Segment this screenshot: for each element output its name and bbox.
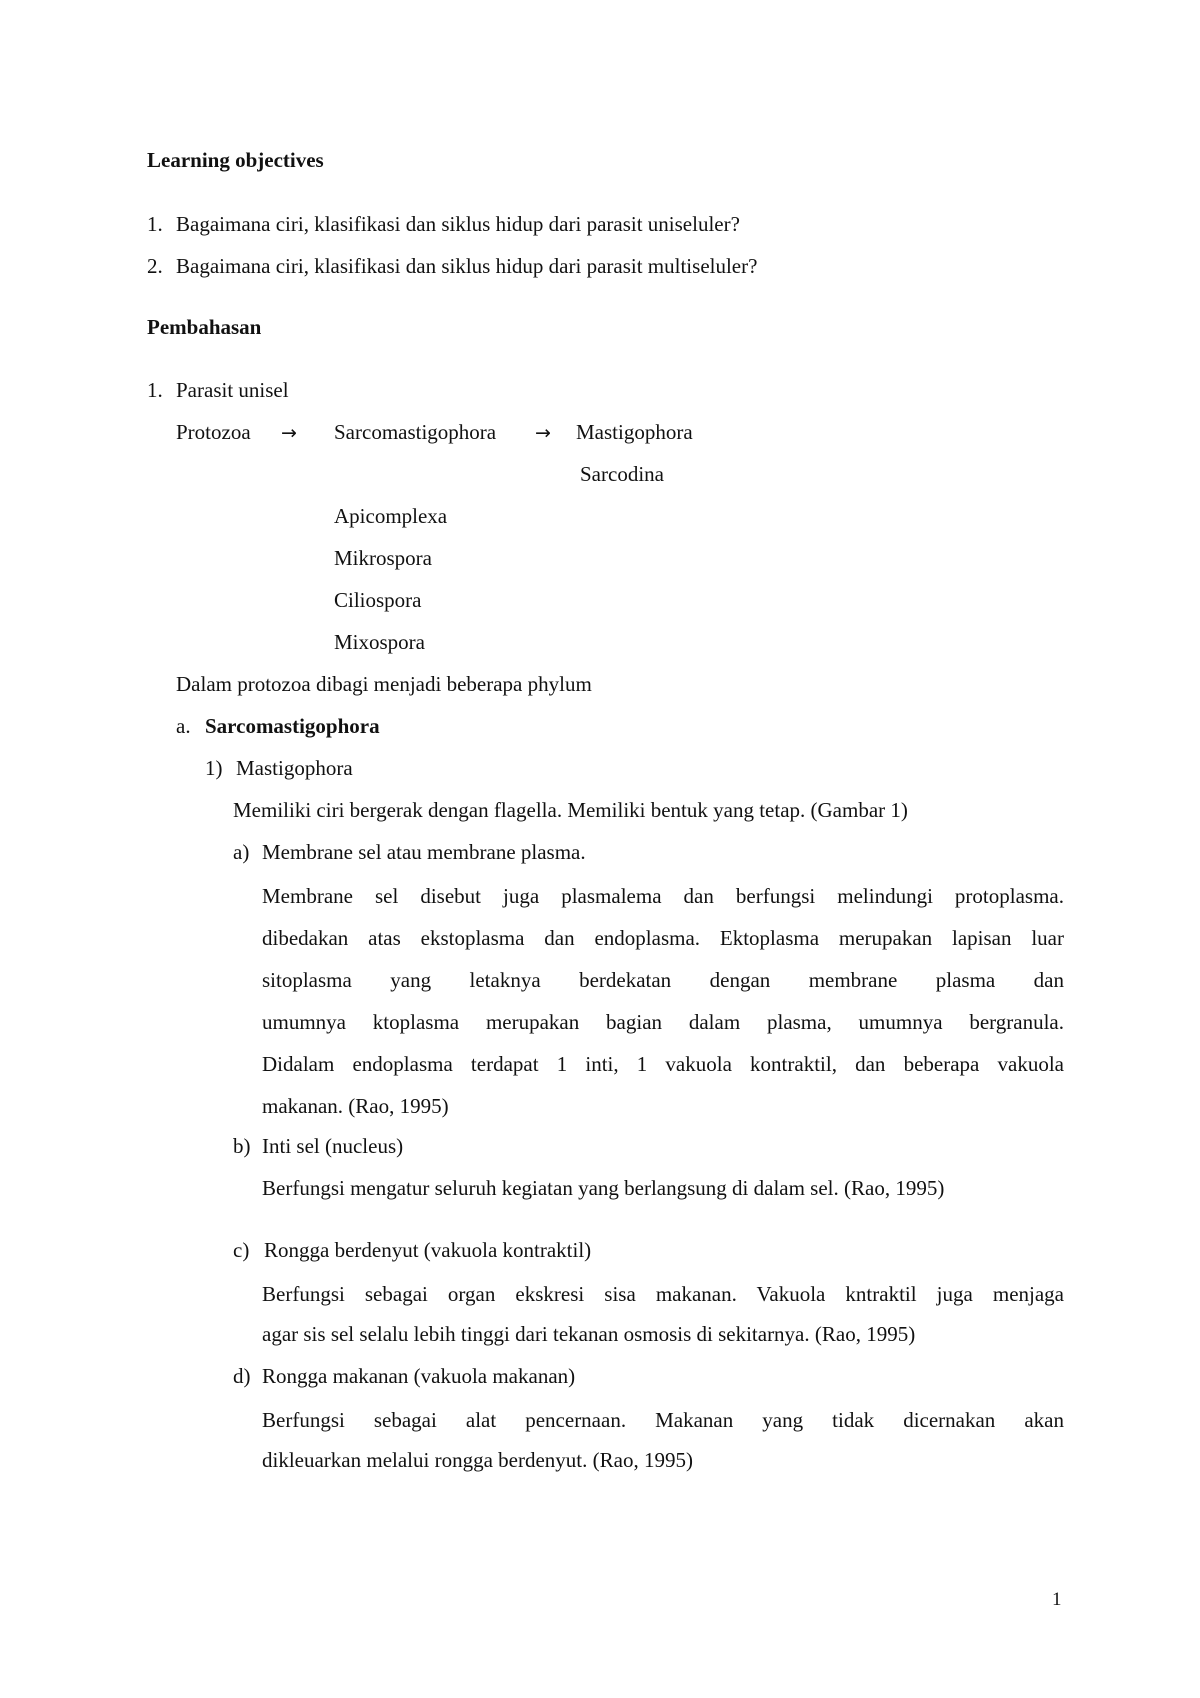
item-a-line-5: Didalam endoplasma terdapat 1 inti, 1 vakuola kontraktil, dan beberapa vakuola: [262, 1052, 1064, 1076]
item-b-label: b): [233, 1134, 251, 1158]
item-d-title: Rongga makanan (vakuola makanan): [262, 1364, 576, 1388]
objective-1-number: 1.: [147, 212, 163, 236]
sub-a-title: Sarcomastigophora: [205, 714, 380, 738]
item-d-label: d): [233, 1364, 251, 1388]
taxon-mastigophora: Mastigophora: [576, 420, 693, 444]
taxon-ciliospora: Ciliospora: [334, 588, 422, 612]
page-number: 1: [1052, 1589, 1062, 1610]
heading-learning-objectives: Learning objectives: [147, 148, 324, 172]
item-a-line-4: umumnya ktoplasma merupakan bagian dalam plasma, umumnya bergranula.: [262, 1010, 1064, 1034]
arrow-right-icon: →: [535, 422, 551, 444]
taxon-mixospora: Mixospora: [334, 630, 425, 654]
phylum-intro: Dalam protozoa dibagi menjadi beberapa phylum: [176, 672, 592, 696]
heading-pembahasan: Pembahasan: [147, 315, 262, 339]
item-c-line-1: Berfungsi sebagai organ ekskresi sisa makanan. Vakuola kntraktil juga menjaga: [262, 1282, 1064, 1306]
objective-2-number: 2.: [147, 254, 163, 278]
taxon-mikrospora: Mikrospora: [334, 546, 432, 570]
taxon-sarcodina: Sarcodina: [580, 462, 664, 486]
item-a-title: Membrane sel atau membrane plasma.: [262, 840, 586, 864]
item-b-title: Inti sel (nucleus): [262, 1134, 404, 1158]
arrow-right-icon: →: [281, 422, 297, 444]
sub-1-title: Mastigophora: [236, 756, 353, 780]
item-a-label: a): [233, 840, 250, 864]
item-c-label: c): [233, 1238, 250, 1262]
item-d-line-1: Berfungsi sebagai alat pencernaan. Makanan yang tidak dicernakan akan: [262, 1408, 1064, 1432]
objective-2-text: Bagaimana ciri, klasifikasi dan siklus hidup dari parasit multiseluler?: [176, 254, 758, 278]
item-a-line-3: sitoplasma yang letaknya berdekatan dengan membrane plasma dan: [262, 968, 1064, 992]
mastigophora-description: Memiliki ciri bergerak dengan flagella. Memiliki bentuk yang tetap. (Gambar 1): [233, 798, 908, 822]
item-a-line-6: makanan. (Rao, 1995): [262, 1094, 449, 1118]
item-c-line-2: agar sis sel selalu lebih tinggi dari tekanan osmosis di sekitarnya. (Rao, 1995): [262, 1322, 916, 1346]
taxon-sarcomastigophora: Sarcomastigophora: [334, 420, 497, 444]
section-1-number: 1.: [147, 378, 163, 402]
taxon-apicomplexa: Apicomplexa: [334, 504, 448, 528]
sub-1-label: 1): [205, 756, 223, 780]
item-c-title: Rongga berdenyut (vakuola kontraktil): [264, 1238, 592, 1262]
section-1-title: Parasit unisel: [176, 378, 289, 402]
item-d-line-2: dikleuarkan melalui rongga berdenyut. (Rao, 1995): [262, 1448, 693, 1472]
item-a-line-2: dibedakan atas ekstoplasma dan endoplasma. Ektoplasma merupakan lapisan luar: [262, 926, 1064, 950]
item-b-line-1: Berfungsi mengatur seluruh kegiatan yang berlangsung di dalam sel. (Rao, 1995): [262, 1176, 945, 1200]
taxon-protozoa: Protozoa: [176, 420, 251, 444]
item-a-line-1: Membrane sel disebut juga plasmalema dan berfungsi melindungi protoplasma.: [262, 884, 1064, 908]
objective-1-text: Bagaimana ciri, klasifikasi dan siklus hidup dari parasit uniseluler?: [176, 212, 740, 236]
sub-a-label: a.: [176, 714, 191, 738]
